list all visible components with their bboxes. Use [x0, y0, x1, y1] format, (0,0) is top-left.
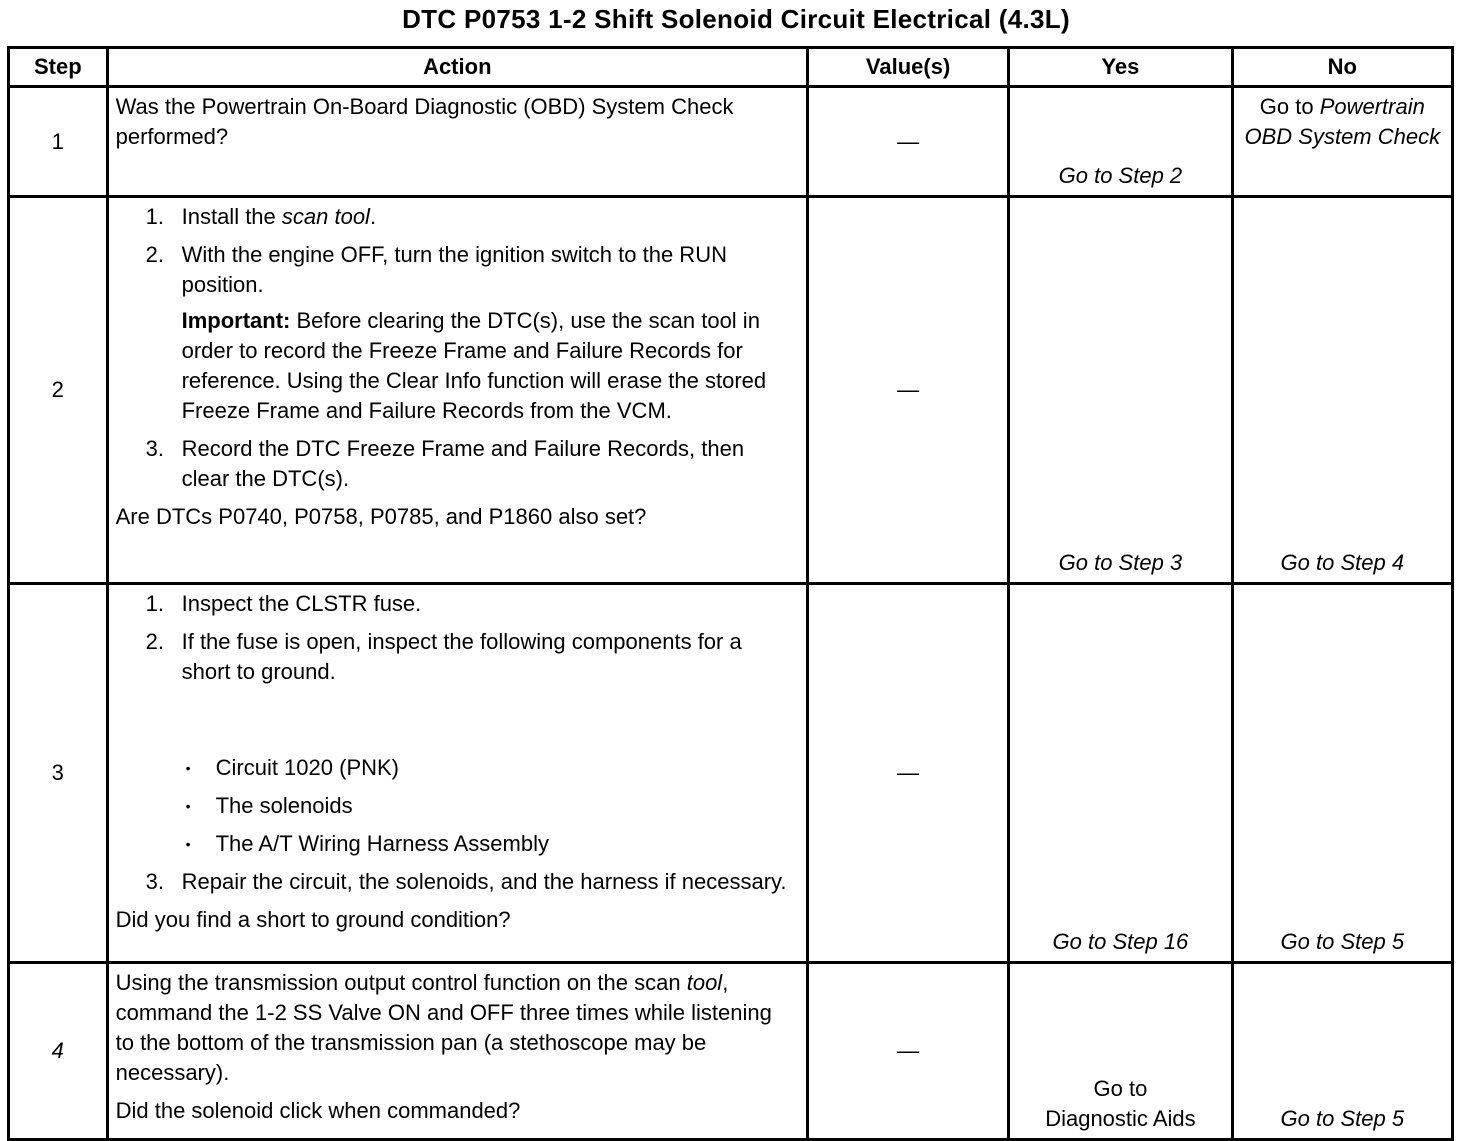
item-number: 3. [145, 436, 164, 461]
component-item: • Circuit 1020 (PNK) [182, 753, 794, 783]
action-cell [107, 584, 807, 963]
item-number: 1. [145, 591, 164, 616]
action-cell [107, 963, 807, 1140]
no-cell: Go to Step 4 [1232, 197, 1452, 584]
question-text: Are DTCs P0740, P0758, P0785, and P1860 also set? [115, 504, 647, 529]
value-cell: — [807, 87, 1008, 197]
no-cell: Go to Step 5 [1232, 584, 1452, 963]
value-cell: — [807, 197, 1008, 584]
header-step: Step [9, 48, 108, 87]
item-number: 1. [145, 204, 164, 229]
procedure-item [116, 434, 794, 494]
table-row [9, 197, 1453, 584]
item-number: 2. [145, 629, 164, 654]
question-text: Did you find a short to ground condition? [115, 907, 511, 932]
action-cell [107, 87, 807, 197]
header-no: No [1232, 48, 1452, 87]
table-row [9, 584, 1453, 963]
no-prefix: Go to [1259, 94, 1320, 119]
item-text: With the engine OFF, turn the ignition switch to the RUN position. [181, 242, 727, 297]
item-text: Install the [181, 204, 282, 229]
item-number: 3. [145, 869, 164, 894]
no-cell [1232, 87, 1452, 197]
yes-cell: Go to Step 2 [1009, 87, 1232, 197]
item-after: . [369, 204, 377, 229]
header-row [9, 48, 1453, 87]
important-text: Before clearing the DTC(s), use the scan tool in order to record the Freeze Frame and Failure Records for reference. Using the Clear Info function will erase the stored Freeze Frame and Failure Records from the VCM. [181, 308, 767, 423]
procedure-list [116, 589, 794, 897]
diagnostic-table [7, 46, 1454, 1141]
component-item: • The A/T Wiring Harness Assembly [182, 829, 794, 859]
item-italic: scan tool [281, 204, 370, 229]
procedure-item [116, 589, 794, 619]
action-italic: tool [686, 970, 723, 995]
step-number: 4 [9, 963, 108, 1140]
component-list [182, 753, 794, 859]
page-title: DTC P0753 1-2 Shift Solenoid Circuit Electrical (4.3L) [402, 4, 1070, 34]
procedure-item [116, 240, 794, 426]
step-number: 3 [9, 584, 108, 963]
step-number: 2 [9, 197, 108, 584]
header-values: Value(s) [807, 48, 1008, 87]
action-text [116, 968, 794, 1088]
action-cell [107, 197, 807, 584]
procedure-list [116, 202, 794, 494]
important-note [182, 306, 794, 426]
procedure-item [116, 627, 794, 859]
item-text: Inspect the CLSTR fuse. [181, 591, 422, 616]
value-cell: — [807, 963, 1008, 1140]
item-text: Record the DTC Freeze Frame and Failure Records, then clear the DTC(s). [181, 436, 745, 491]
question-text: Did the solenoid click when commanded? [115, 1098, 521, 1123]
procedure-item [116, 202, 794, 232]
header-action: Action [107, 48, 807, 87]
item-text: If the fuse is open, inspect the following components for a short to ground. [181, 629, 742, 684]
item-number: 2. [145, 242, 164, 267]
value-cell: — [807, 584, 1008, 963]
procedure-item [116, 867, 794, 897]
action-text: Was the Powertrain On-Board Diagnostic (OBD) System Check performed? [115, 94, 734, 149]
table-row [9, 87, 1453, 197]
header-yes: Yes [1009, 48, 1232, 87]
action-pre: Using the transmission output control function on the scan [115, 970, 687, 995]
no-link: Powertrain OBD System Check [1244, 94, 1441, 149]
important-label: Important: [181, 308, 291, 333]
component-item: • The solenoids [182, 791, 794, 821]
item-text: Repair the circuit, the solenoids, and the harness if necessary. [181, 869, 787, 894]
yes-cell: Go to Step 16 [1009, 584, 1232, 963]
action-post: , command the 1-2 SS Valve ON and OFF three times while listening to the bottom of the transmission pan (a stethoscope may be necessary). [115, 970, 772, 1085]
yes-cell: Go to Step 3 [1009, 197, 1232, 584]
yes-cell: Go to Diagnostic Aids [1009, 963, 1232, 1140]
step-number: 1 [9, 87, 108, 197]
no-cell: Go to Step 5 [1232, 963, 1452, 1140]
table-row [9, 963, 1453, 1140]
